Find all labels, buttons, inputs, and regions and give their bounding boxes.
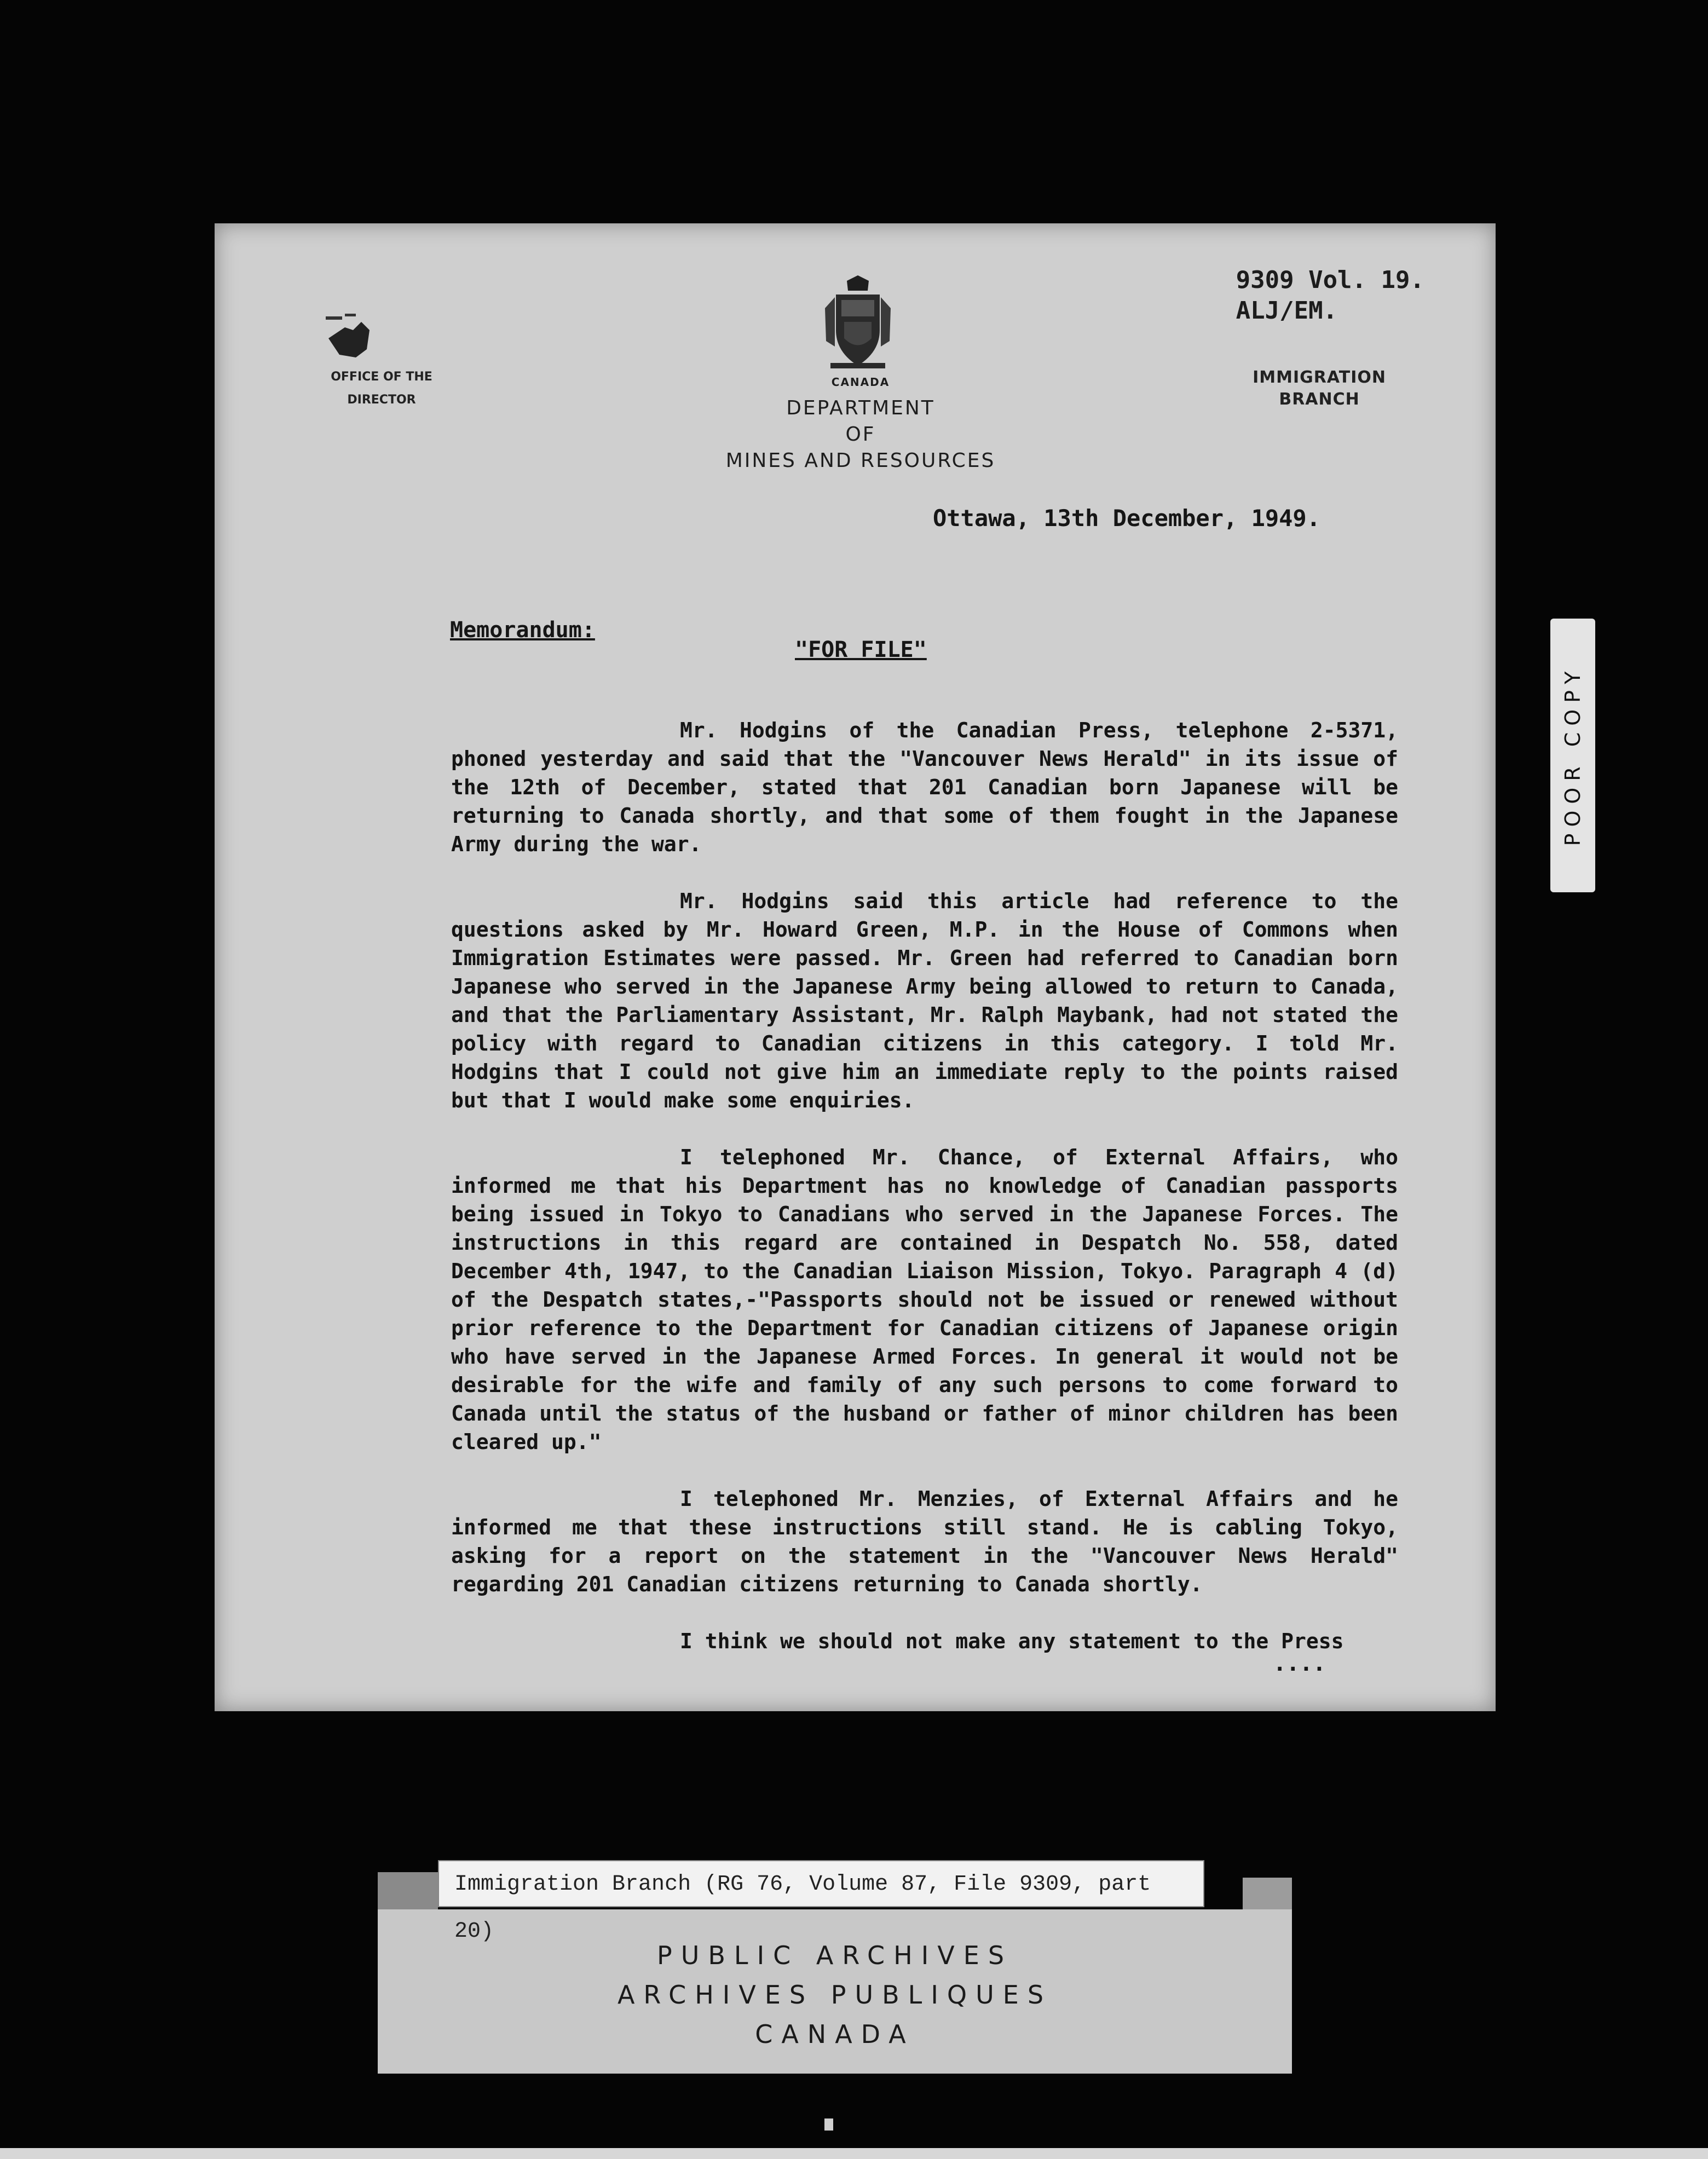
stamp-line-1: PUBLIC ARCHIVES <box>656 1941 1013 1970</box>
file-label: Immigration Branch (RG 76, Volume 87, File 9309, part 20) <box>438 1860 1204 1907</box>
letter-date: Ottawa, 13th December, 1949. <box>932 505 1320 532</box>
department-heading <box>631 376 1090 474</box>
branch-label <box>1253 367 1386 411</box>
archive-stamp <box>378 1909 1292 2074</box>
paragraph: Mr. Hodgins said this article had reference to the questions asked by Mr. Howard Green, M.P. in the House of Commons when Immigration Estimates were passed. Mr. Green had referred to Canadian born Japanese who served in the Japanese Army being allowed to return to Canada, and that the Parliamentary Assistant, Mr. Ralph Maybank, had not stated the policy with regard to Canadian citizens in this category. I told Mr. Hodgins that I could not give him an immediate reply to the points raised but that I would make some enquiries. <box>451 889 1398 1112</box>
letter-body <box>451 716 1398 1684</box>
paragraph: Mr. Hodgins of the Canadian Press, telephone 2-5371, phoned yesterday and said that the "Vancouver News Herald" in its issue of the 12th of December, stated that 201 Canadian born Japanese will be returning to Canada shortly, and that some of them fought in the Japanese Army during the war. <box>451 718 1398 856</box>
memo-heading: "FOR FILE" <box>795 637 927 662</box>
memo-label: Memorandum: <box>450 617 595 643</box>
office-line-1: OFFICE OF THE <box>331 370 432 384</box>
office-line-2: DIRECTOR <box>347 393 416 407</box>
stamp-line-2: ARCHIVES PUBLIQUES <box>617 1980 1053 2010</box>
continued-mark: .... <box>1273 1651 1326 1676</box>
paragraph: I telephoned Mr. Menzies, of External Affairs and he informed me that these instructions still stand. He is cabling Tokyo, asking for a report on the statement in the "Vancouver News Herald" regarding 201 Canadian citizens returning to Canada shortly. <box>451 1487 1398 1596</box>
film-edge <box>0 2148 1708 2159</box>
canada-coat-of-arms-icon <box>820 275 896 371</box>
department-line-2: OF <box>845 423 876 446</box>
country-label: CANADA <box>831 376 890 389</box>
department-line-1: DEPARTMENT <box>786 397 935 419</box>
branch-line-1: IMMIGRATION <box>1253 368 1386 387</box>
poor-copy-tab <box>1550 619 1595 892</box>
file-reference-number: 9309 Vol. 19. <box>1236 266 1424 294</box>
poor-copy-label: POOR COPY <box>1561 665 1585 846</box>
stamp-line-3: CANADA <box>755 2019 915 2049</box>
file-reference-initials: ALJ/EM. <box>1236 297 1338 325</box>
paragraph: I telephoned Mr. Chance, of External Affairs, who informed me that his Department has no knowledge of Canadian passports being issued in Tokyo to Canadians who served in the Japanese Forces. The instructions in this regard are contained in Despatch No. 558, dated December 4th, 1947, to the Canadian Liaison Mission, Tokyo. Paragraph 4 (d) of the Despatch states,-"Passports should not be issued or renewed without prior reference to the Department for Canadian citizens of Japanese origin who have served in the Japanese Armed Forces. In general it would not be desirable for the wife and family of any such persons to come forward to Canada until the status of the husband or father of minor children has been cleared up." <box>451 1145 1398 1454</box>
office-seal-mark-icon <box>323 305 378 371</box>
office-of-director <box>319 366 445 412</box>
department-line-3: MINES AND RESOURCES <box>725 449 996 472</box>
paragraph: I think we should not make any statement to the Press <box>680 1629 1344 1653</box>
document-page <box>215 223 1496 1711</box>
file-reference <box>1236 265 1424 326</box>
branch-line-2: BRANCH <box>1279 390 1360 409</box>
film-speck <box>824 2118 833 2131</box>
